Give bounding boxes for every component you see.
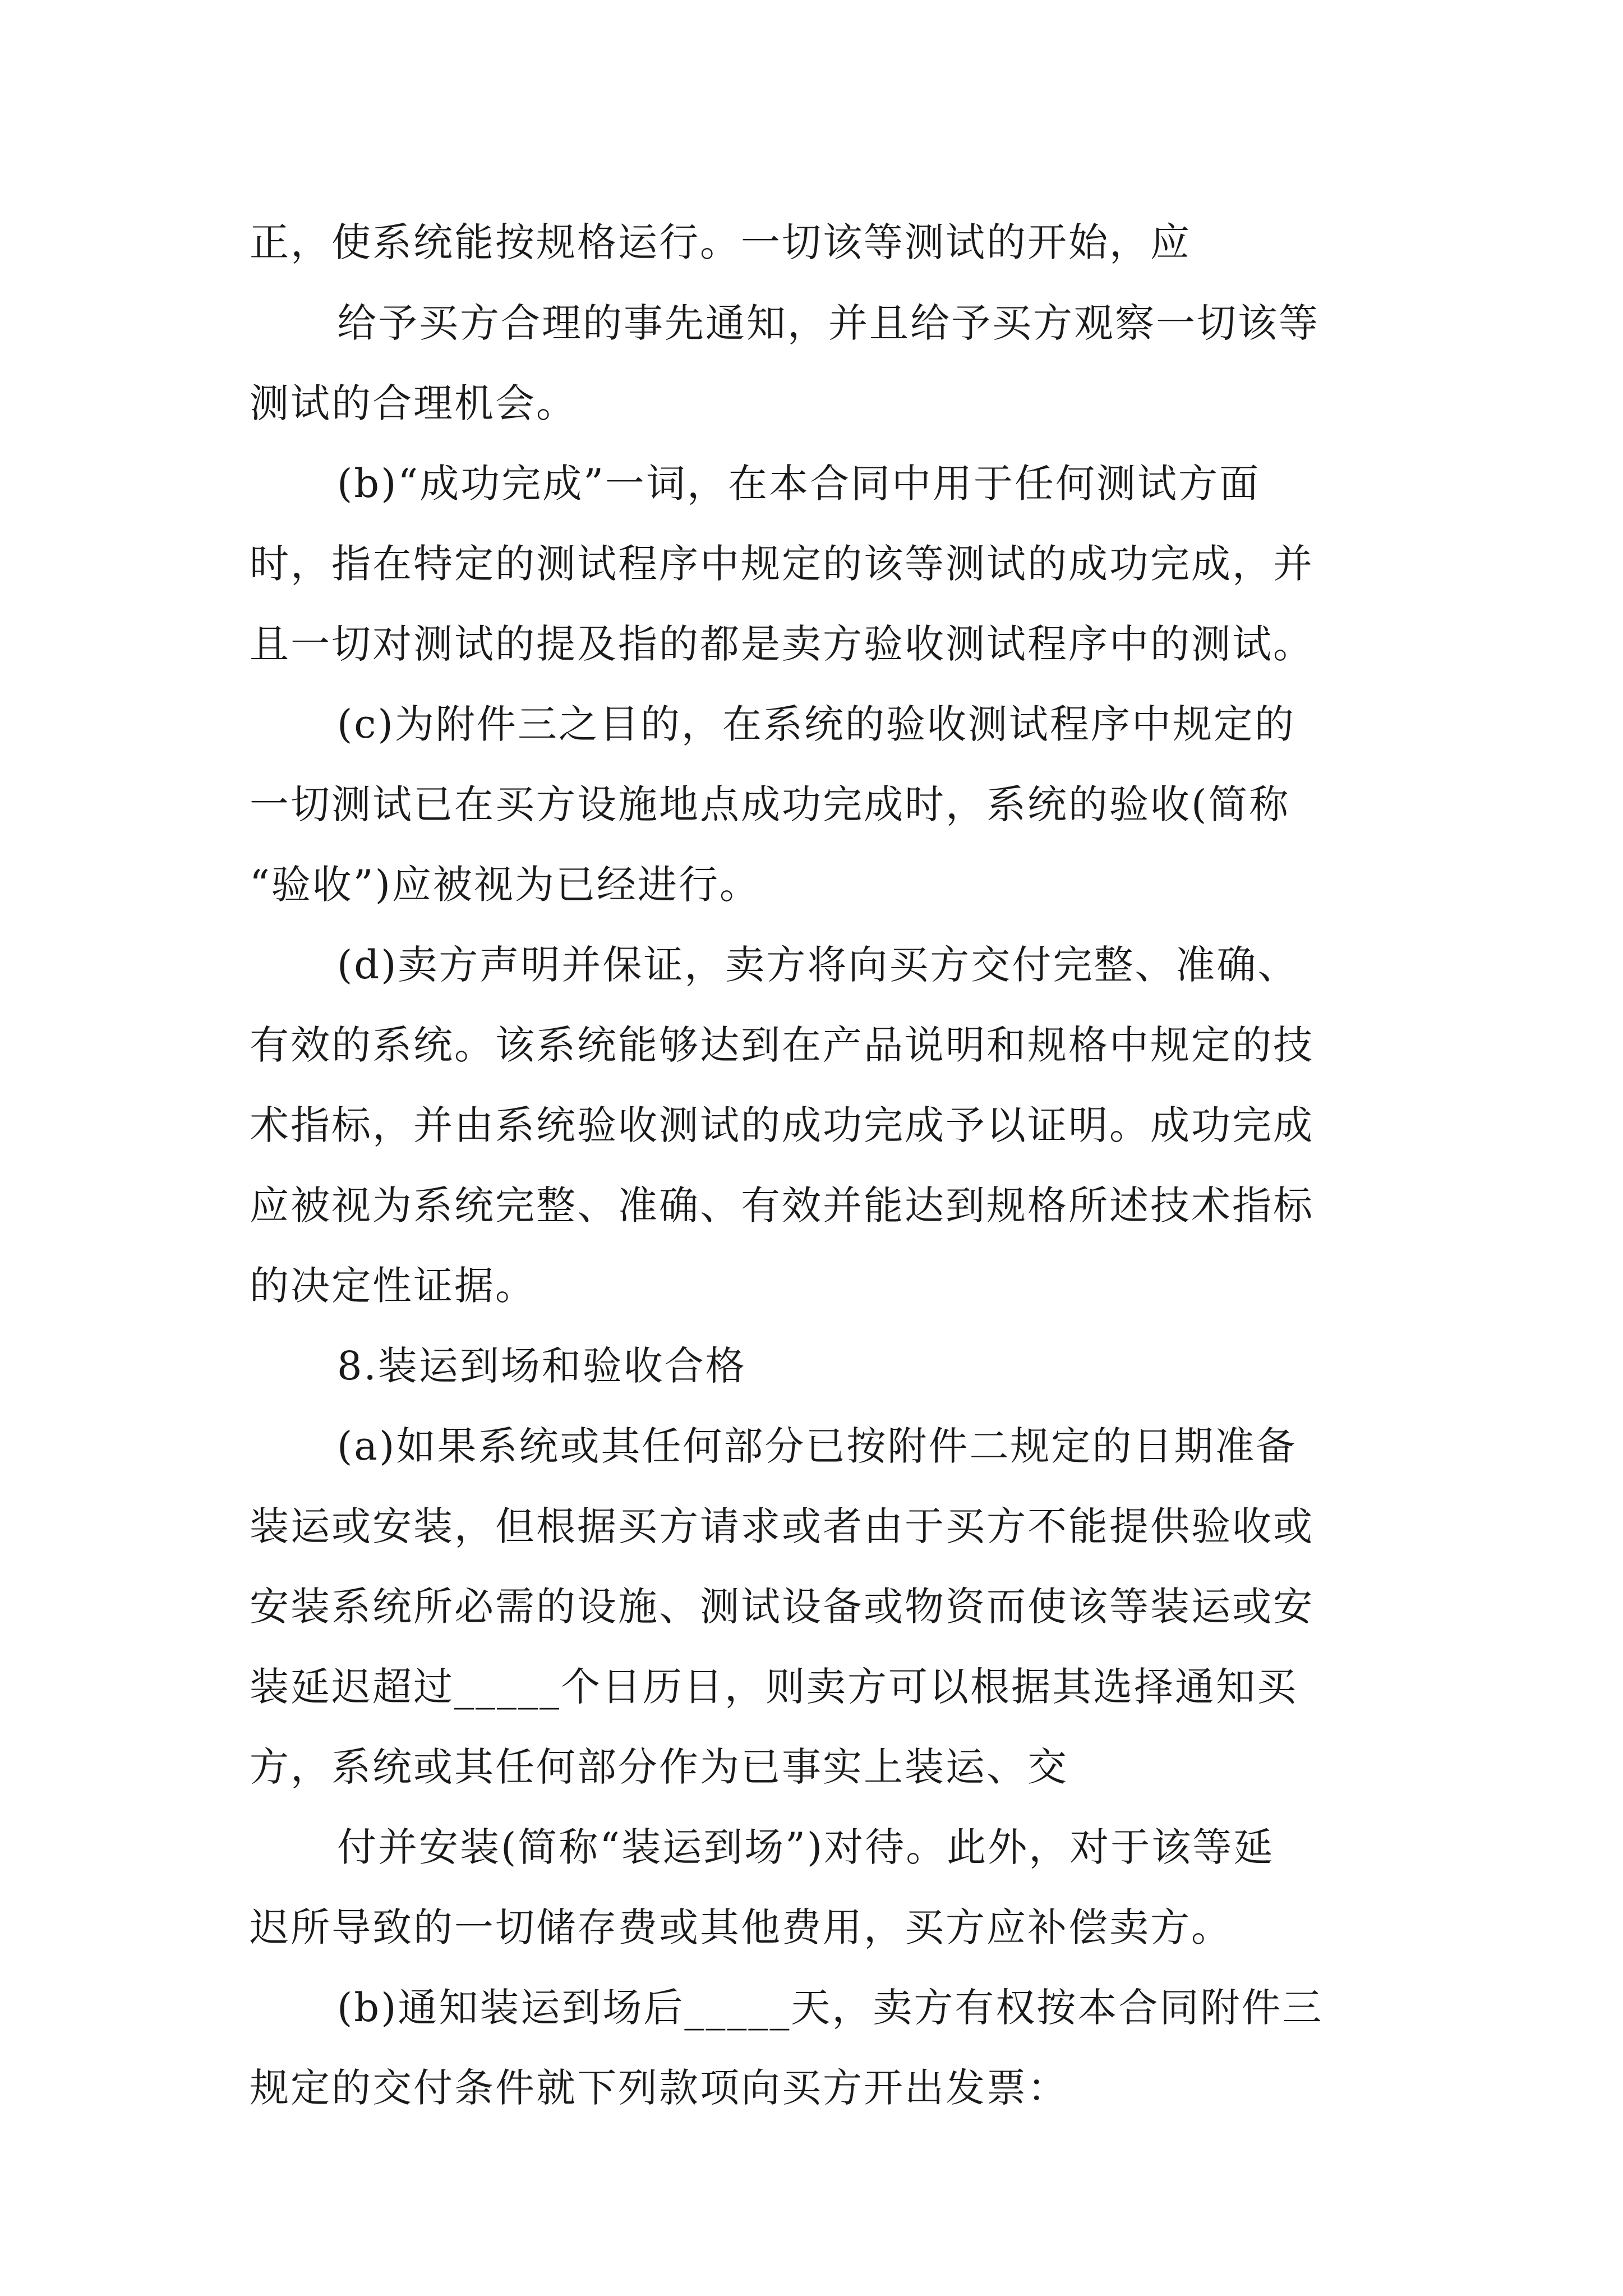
text-line: (b)通知装运到场后_____天，卖方有权按本合同附件三 [337, 1985, 1324, 2031]
text-line: 规定的交付条件就下列款项向买方开出发票： [250, 2065, 1068, 2111]
text-line: 术指标，并由系统验收测试的成功完成予以证明。成功完成 [250, 1102, 1314, 1148]
text-line: 测试的合理机会。 [250, 380, 577, 426]
text-line: 一切测试已在买方设施地点成功完成时，系统的验收(简称 [250, 781, 1290, 827]
text-line: (a)如果系统或其任何部分已按附件二规定的日期准备 [337, 1423, 1297, 1469]
text-line: 迟所导致的一切储存费或其他费用，买方应补偿卖方。 [250, 1904, 1232, 1950]
text-line: 装运或安装，但根据买方请求或者由于买方不能提供验收或 [250, 1503, 1314, 1549]
text-line: 且一切对测试的提及指的都是卖方验收测试程序中的测试。 [250, 621, 1314, 667]
text-line: “验收”)应被视为已经进行。 [250, 862, 760, 908]
text-line: (b)“成功完成”一词，在本合同中用于任何测试方面 [337, 461, 1260, 507]
text-line: 装延迟超过_____个日历日，则卖方可以根据其选择通知买 [250, 1664, 1298, 1710]
text-line: 有效的系统。该系统能够达到在产品说明和规格中规定的技 [250, 1022, 1314, 1068]
text-line: 给予买方合理的事先通知，并且给予买方观察一切该等 [337, 300, 1320, 346]
text-line: 时，指在特定的测试程序中规定的该等测试的成功完成，并 [250, 541, 1314, 587]
text-line: (c)为附件三之目的，在系统的验收测试程序中规定的 [337, 701, 1295, 747]
text-line: 安装系统所必需的设施、测试设备或物资而使该等装运或安 [250, 1584, 1314, 1630]
text-line: 应被视为系统完整、准确、有效并能达到规格所述技术指标 [250, 1182, 1314, 1228]
text-line: 方，系统或其任何部分作为已事实上装运、交 [250, 1744, 1068, 1790]
text-line: (d)卖方声明并保证，卖方将向买方交付完整、准确、 [337, 942, 1299, 988]
text-line: 正，使系统能按规格运行。一切该等测试的开始，应 [250, 219, 1191, 265]
text-line: 的决定性证据。 [250, 1263, 536, 1309]
section-heading: 8.装运到场和验收合格 [337, 1343, 746, 1389]
text-line: 付并安装(简称“装运到场”)对待。此外，对于该等延 [337, 1824, 1275, 1870]
